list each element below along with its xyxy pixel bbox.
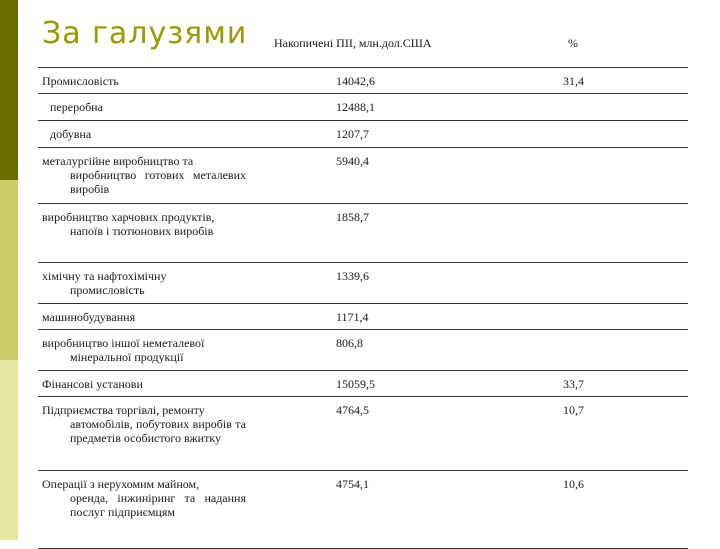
industry-name-continuation: виробництво готових металевих виробів — [70, 168, 246, 196]
industry-name — [50, 100, 254, 114]
fdi-percent: 10,7 — [563, 403, 584, 417]
side-accent-bar-top — [0, 0, 18, 180]
industry-name-line: машинобудування — [42, 310, 136, 324]
column-header-value: Накопичені ПІІ, млн.дол.США — [274, 36, 432, 50]
table-row — [38, 396, 688, 470]
fdi-percent: 33,7 — [563, 377, 584, 391]
industry-name — [50, 127, 254, 141]
industry-name — [42, 336, 246, 364]
fdi-value: 1171,4 — [336, 310, 369, 324]
industry-name — [42, 210, 246, 238]
industry-name-continuation: мінеральної продукції — [70, 350, 184, 364]
industry-name-line: Операції з нерухомим майном, — [42, 477, 200, 491]
table-row — [38, 93, 688, 120]
industry-name-continuation: автомобілів, побутових виробів та предметів особистого вжитку — [70, 417, 246, 445]
table-row — [38, 120, 688, 147]
table-row — [38, 203, 688, 262]
industry-name-line: хімічну та нафтохімічну — [42, 269, 167, 283]
industry-name-continuation: оренда, інжиніринг та надання послуг підприємцям — [70, 491, 246, 519]
side-accent-bar-bottom — [0, 360, 18, 540]
industry-name-line: Фінансові установи — [42, 377, 143, 391]
industry-name-continuation: промисловість — [70, 283, 145, 297]
side-accent-bar-middle — [0, 180, 18, 360]
table-row — [38, 329, 688, 370]
table-row — [38, 470, 688, 549]
table-row — [38, 303, 688, 329]
fdi-value: 806,8 — [336, 336, 363, 350]
fdi-value: 15059,5 — [336, 377, 375, 391]
fdi-by-industry-table — [38, 67, 688, 549]
industry-name-line: Підприємства торгівлі, ремонту — [42, 403, 205, 417]
industry-name-line: Промисловість — [42, 74, 119, 88]
fdi-value: 4764,5 — [336, 403, 369, 417]
industry-name — [42, 310, 246, 324]
industry-name-line: металургійне виробництво та — [42, 154, 194, 168]
fdi-percent: 31,4 — [563, 74, 584, 88]
industry-name-line: виробництво іншої неметалевої — [42, 336, 205, 350]
table-row — [38, 67, 688, 93]
industry-name-continuation: напоїв і тютюнових виробів — [70, 224, 214, 238]
industry-name — [42, 477, 246, 519]
fdi-value: 4754,1 — [336, 477, 369, 491]
fdi-value: 1339,6 — [336, 269, 369, 283]
industry-name-line: добувна — [50, 127, 92, 141]
fdi-value: 1207,7 — [336, 127, 369, 141]
table-row — [38, 370, 688, 396]
table-row — [38, 147, 688, 203]
industry-name — [42, 269, 246, 297]
industry-name — [42, 154, 246, 196]
table-row — [38, 262, 688, 303]
industry-name — [42, 74, 246, 88]
industry-name-line: виробництво харчових продуктів, — [42, 210, 215, 224]
industry-name — [42, 377, 246, 391]
fdi-value: 14042,6 — [336, 74, 375, 88]
fdi-percent: 10,6 — [563, 477, 584, 491]
industry-name-line: переробна — [50, 100, 103, 114]
industry-name — [42, 403, 246, 445]
fdi-value: 12488,1 — [336, 100, 375, 114]
column-header-percent: % — [568, 36, 578, 50]
fdi-value: 5940,4 — [336, 154, 369, 168]
fdi-value: 1858,7 — [336, 210, 369, 224]
slide-title: За галузями — [42, 16, 248, 51]
